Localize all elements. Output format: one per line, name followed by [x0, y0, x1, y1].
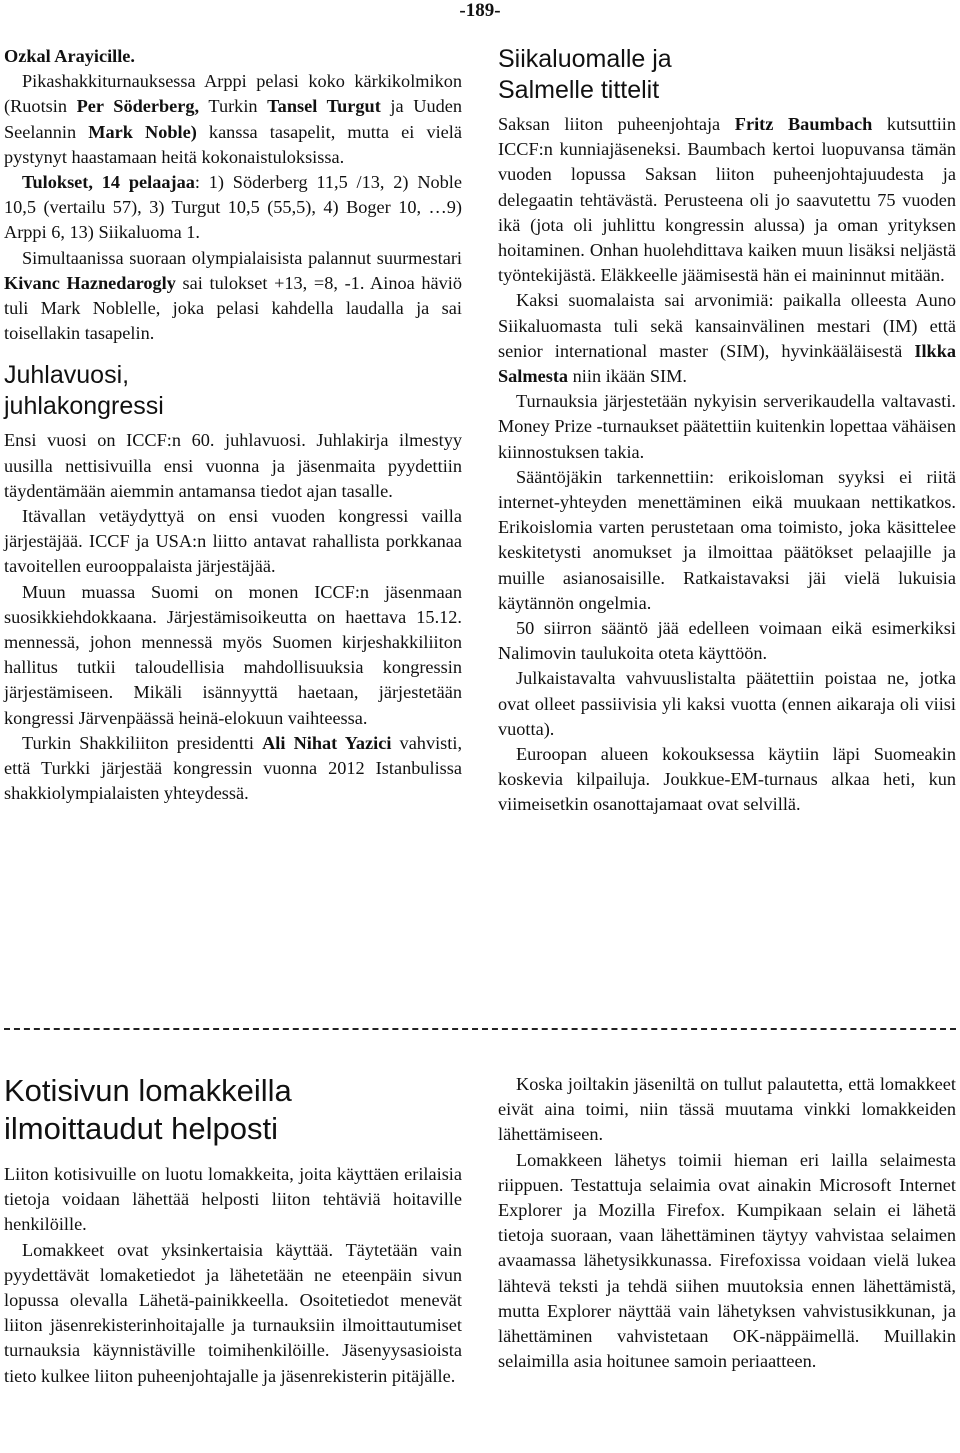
right-column	[498, 44, 956, 818]
paragraph-heading-ozkal: Ozkal Arayicille.	[4, 46, 135, 66]
heading-siikaluoma: Siikaluomalle ja Salmelle tittelit	[498, 45, 672, 104]
paragraph-rules: Sääntöjäkin tarkennettiin: erikoisloman syyksi ei riitä internet-yhteyden menettäminen eikä muukaan nettikatkos. Erikoislomia varten perustetaan oma toimisto, joka käsittelee keskitetysti anomukset ja ilmoittaa päätökset pelaajille ja muille asianosaisille. Ratkaistavaksi jäi vielä lukuisia käytännön ongelmia.	[498, 466, 956, 613]
heading-juhlavuosi: Juhlavuosi, juhlakongressi	[4, 361, 164, 421]
dashed-divider	[4, 1028, 956, 1030]
paragraph-simul: Simultaanissa suoraan olympialaisista palannut suurmestari Kivanc Haznedarogly sai tulokset +13, =8, -1. Ainoa häviö tuli Mark Noblelle, joka pelasi kahdella laudalla ja sai toisellakin tasapelin.	[4, 247, 463, 344]
paragraph-tournaments: Turnauksia järjestetään nykyisin serverikaudella valtavasti. Money Prize -turnaukset päätettiin kuitenkin lopettaa vähäisen kiinnostuksen takia.	[498, 391, 956, 462]
bottom-right-column	[498, 1072, 956, 1374]
paragraph-jubilee-2: Itävallan vetäydyttyä on ensi vuoden kongressi vailla järjestäjää. ICCF ja USA:n liitto antavat rahallista porkkanaa tavoitellen eurooppalaista järjestäjää.	[4, 506, 462, 577]
paragraph-blitz: Pikashakkiturnauksessa Arppi pelasi koko kärkikolmikon (Ruotsin Per Söderberg, Turkin Tansel Turgut ja Uuden Seelannin Mark Noble) kanssa tasapelit, mutta ei vielä pystynyt haastamaan heitä kokonaistuloksissa.	[4, 71, 462, 167]
paragraph-forms-1: Liiton kotisivuille on luotu lomakkeita, joita käyttäen erilaisia tietoja voidaan lähettää helposti liiton tehtäviä hoitaville henkilöille.	[4, 1164, 462, 1235]
paragraph-feedback: Koska joiltakin jäseniltä on tullut palautetta, että lomakkeet eivät aina toimi, niin tässä muutama vinkki lomakkeiden lähettämiseen.	[498, 1074, 956, 1145]
paragraph-jubilee-3: Muun muassa Suomi on monen ICCF:n jäsenmaan suosikkiehdokkaana. Järjestämisoikeutta on haettava 15.12. mennessä, johon mennessä myös Suomen kirjeshakkiliiton hallitus tutkii taloudellisia mahdollisuuksia kongressin järjestämiseen. Mikäli isännyyttä haetaan, järjestetään kongressi Järvenpäässä heinä-elokuun vaihteessa.	[4, 581, 462, 728]
paragraph-jubilee-4: Turkin Shakkiliiton presidentti Ali Nihat Yazici vahvisti, että Turkki järjestää kongressin vuonna 2012 Istanbulissa shakkiolympialaisten yhteydessä.	[4, 732, 463, 804]
heading-kotisivu: Kotisivun lomakkeilla ilmoittaudut helposti	[4, 1073, 292, 1146]
left-column	[4, 44, 462, 806]
paragraph-forms-2: Lomakkeet ovat yksinkertaisia käyttää. Täytetään vain pyydettävät lomaketiedot ja lähetetään ne eteenpäin sivun lopussa olevalla Lähetä-painikkeella. Osoitetiedot menevät liiton jäsenrekisterinhoitajalle ja turnauksiin ilmoittautumiset turnauksia käynnistäville toimihenkilöille. Jäsenyysasioista tieto kulkee liiton puheenjohtajalle ja jäsenrekisterin pitäjälle.	[4, 1239, 462, 1386]
paragraph-jubilee-1: Ensi vuosi on ICCF:n 60. juhlavuosi. Juhlakirja ilmestyy uusilla nettisivuilla ensi vuonna ja jäsenmaita pyydettiin täydentämään aiemmin antamansa tiedot ajan tasalle.	[4, 430, 462, 501]
page-number: -189-	[459, 0, 501, 21]
paragraph-rating-list: Julkaistavalta vahvuuslistalta päätettiin poistaa ne, jotka ovat olleet passiivisia yli kaksi vuotta (ennen aikaraja oli viisi vuotta).	[498, 668, 956, 739]
paragraph-titles: Kaksi suomalaista sai arvonimiä: paikalla olleesta Auno Siikaluomasta tuli sekä kansainvälinen mestari (IM) että senior international master (SIM), hyvinkääläisestä Ilkka Salmesta niin ikään SIM.	[498, 290, 956, 387]
paragraph-baumbach: Saksan liiton puheenjohtaja Fritz Baumbach kutsuttiin ICCF:n kunniajäseneksi. Baumbach kertoi luopuvansa tämän vuoden lopussa Saksan liiton puheenjohtajuudesta ja delegaatin tehtävästä. Perusteena oli jo saavutettu 75 vuoden ikä (jota oli juhlittu kongressin alussa) ja oman yrityksen hoitaminen. Onhan huolehdittava kaiken muun lisäksi neljästä työntekijästä. Eläkkeelle jäämisestä hän ei maininnut mitään.	[498, 114, 957, 286]
paragraph-50-move: 50 siirron sääntö jää edelleen voimaan eikä esimerkiksi Nalimovin taulukoita oteta käyttöön.	[498, 618, 956, 664]
paragraph-europe: Euroopan alueen kokouksessa käytiin läpi Suomeakin koskevia kilpailuja. Joukkue-EM-turnaus alkaa heti, kun viimeisetkin osanottajamaat ovat selvillä.	[498, 744, 956, 815]
paragraph-browsers: Lomakkeen lähetys toimii hieman eri lailla selaimesta riippuen. Testattuja selaimia ovat ainakin Microsoft Internet Explorer ja Mozilla Firefox. Kumpikaan selain ei lähetä tietoja suoraan, vaan lähettäminen täytyy vahvistaa selaimen avaamassa lähetysikkunassa. Firefoxissa voidaan vielä lukea lähtevä teksti ja tehdä siihen muutoksia ennen lähettämistä, mutta Explorer näyttää vain lähetyksen vahvistusikkunan, ja lähettäminen vahvistetaan OK-näppäimellä. Muillakin selaimilla asia hoitunee samoin periaatteen.	[498, 1149, 956, 1372]
paragraph-results: Tulokset, 14 pelaajaa: 1) Söderberg 11,5 /13, 2) Noble 10,5 (vertailu 57), 3) Turgut 10,5 (55,5), 4) Boger 10, …9) Arppi 6, 13) Siikaluoma 1.	[4, 172, 462, 243]
bottom-left-column	[4, 1072, 462, 1389]
